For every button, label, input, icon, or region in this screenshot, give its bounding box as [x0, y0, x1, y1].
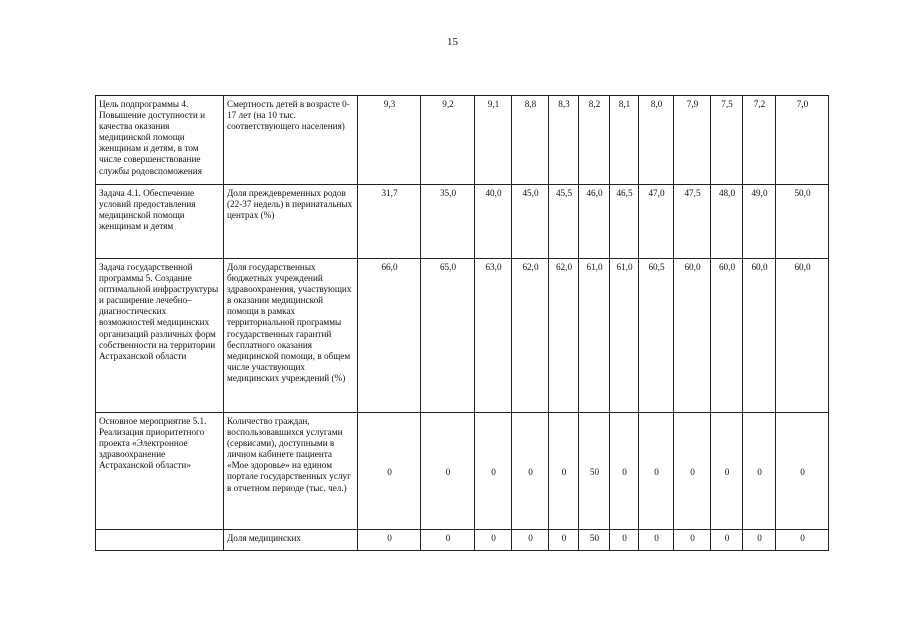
value-cell: 0	[674, 530, 711, 551]
value-cell: 0	[776, 530, 829, 551]
value-cell: 0	[421, 530, 475, 551]
value-cell: 47,5	[674, 185, 711, 259]
indicators-table	[95, 95, 829, 551]
table-row	[96, 530, 829, 551]
value-cell: 0	[674, 413, 711, 530]
value-cell: 9,2	[421, 96, 475, 185]
table-row	[96, 96, 829, 185]
value-cell: 50,0	[776, 185, 829, 259]
value-cell: 31,7	[358, 185, 421, 259]
value-cell: 60,0	[743, 259, 776, 413]
value-cell: 8,3	[549, 96, 579, 185]
value-cell: 0	[475, 530, 512, 551]
value-cell: 60,0	[711, 259, 743, 413]
value-cell: 9,1	[475, 96, 512, 185]
value-cell: 62,0	[512, 259, 549, 413]
table-row	[96, 185, 829, 259]
indicator-cell: Количество граждан, воспользовавшихся услугами (сервисами), доступными в личном кабинете пациента «Мое здоровье» на едином портале государственных услуг в отчетном периоде (тыс. чел.)	[224, 413, 358, 530]
value-cell: 61,0	[579, 259, 610, 413]
value-cell: 0	[639, 413, 674, 530]
value-cell: 9,3	[358, 96, 421, 185]
value-cell: 66,0	[358, 259, 421, 413]
value-cell: 0	[358, 530, 421, 551]
value-cell: 0	[711, 530, 743, 551]
value-cell: 7,9	[674, 96, 711, 185]
value-cell: 60,5	[639, 259, 674, 413]
value-cell: 7,0	[776, 96, 829, 185]
value-cell: 65,0	[421, 259, 475, 413]
value-cell: 40,0	[475, 185, 512, 259]
value-cell: 8,8	[512, 96, 549, 185]
value-cell: 46,5	[610, 185, 639, 259]
goal-cell: Задача 4.1. Обеспечение условий предоставления медицинской помощи женщинам и детям	[96, 185, 224, 259]
value-cell: 0	[512, 413, 549, 530]
value-cell: 35,0	[421, 185, 475, 259]
indicator-cell: Смертность детей в возрасте 0-17 лет (на 10 тыс. соответствующего населения)	[224, 96, 358, 185]
value-cell: 0	[512, 530, 549, 551]
goal-cell	[96, 530, 224, 551]
value-cell: 0	[549, 530, 579, 551]
table-row	[96, 413, 829, 530]
value-cell: 48,0	[711, 185, 743, 259]
value-cell: 0	[776, 413, 829, 530]
value-cell: 60,0	[674, 259, 711, 413]
value-cell: 0	[610, 413, 639, 530]
indicator-cell: Доля преждевременных родов (22-37 недель) в перинатальных центрах (%)	[224, 185, 358, 259]
value-cell: 0	[610, 530, 639, 551]
value-cell: 0	[475, 413, 512, 530]
value-cell: 7,5	[711, 96, 743, 185]
value-cell: 60,0	[776, 259, 829, 413]
value-cell: 0	[639, 530, 674, 551]
value-cell: 45,5	[549, 185, 579, 259]
table-row	[96, 259, 829, 413]
value-cell: 61,0	[610, 259, 639, 413]
value-cell: 47,0	[639, 185, 674, 259]
value-cell: 0	[743, 530, 776, 551]
value-cell: 45,0	[512, 185, 549, 259]
value-cell: 0	[711, 413, 743, 530]
indicator-cell: Доля медицинских	[224, 530, 358, 551]
value-cell: 8,1	[610, 96, 639, 185]
value-cell: 50	[579, 413, 610, 530]
value-cell: 62,0	[549, 259, 579, 413]
value-cell: 8,2	[579, 96, 610, 185]
value-cell: 8,0	[639, 96, 674, 185]
value-cell: 0	[743, 413, 776, 530]
value-cell: 46,0	[579, 185, 610, 259]
value-cell: 7,2	[743, 96, 776, 185]
value-cell: 63,0	[475, 259, 512, 413]
value-cell: 50	[579, 530, 610, 551]
indicator-cell: Доля государственных бюджетных учреждений здравоохранения, участвующих в оказании медицинской помощи в рамках территориальной программы государственных гарантий бесплатного оказания медицинской помощи, в общем числе участвующих медицинских учреждений (%)	[224, 259, 358, 413]
goal-cell: Цель подпрограммы 4. Повышение доступности и качества оказания медицинской помощи женщинам и детям, в том числе совершенствование службы родовспоможения	[96, 96, 224, 185]
goal-cell: Основное мероприятие 5.1. Реализация приоритетного проекта «Электронное здравоохранение Астраханской области»	[96, 413, 224, 530]
page-number: 15	[447, 36, 458, 48]
goal-cell: Задача государственной программы 5. Создание оптимальной инфраструктуры и расширение лечебно–диагностических возможностей медицинских организаций различных форм собственности на территории Астраханской области	[96, 259, 224, 413]
value-cell: 49,0	[743, 185, 776, 259]
value-cell: 0	[549, 413, 579, 530]
value-cell: 0	[358, 413, 421, 530]
value-cell: 0	[421, 413, 475, 530]
